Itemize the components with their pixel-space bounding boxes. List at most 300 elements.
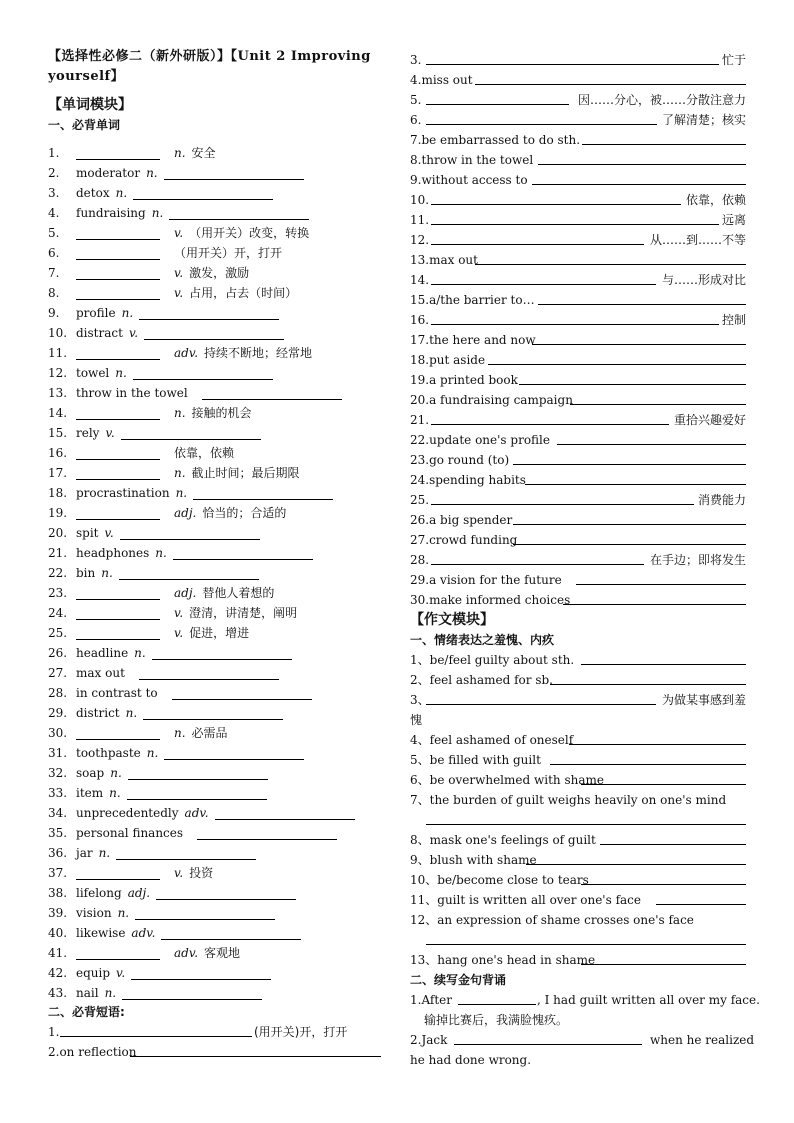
phrase-item: 28. <box>410 553 430 567</box>
answer-blank[interactable] <box>131 965 271 980</box>
phrase-item: 2.on reflection <box>48 1045 137 1059</box>
answer-blank[interactable] <box>431 284 657 285</box>
phrase-item: 19.a printed book <box>410 373 518 387</box>
answer-blank[interactable] <box>569 744 746 745</box>
word-number: 25. <box>48 626 68 640</box>
word-number: 31. <box>48 746 68 760</box>
phrase-meaning: 忙于 <box>721 53 746 67</box>
phrase-meaning: (用开关)开，打开 <box>254 1025 348 1039</box>
part-of-speech: n. <box>175 486 188 500</box>
answer-blank[interactable] <box>570 404 747 405</box>
phrase-meaning: 因……分心，被……分散注意力 <box>577 93 746 107</box>
answer-blank[interactable] <box>426 824 746 825</box>
word-meaning: 投资 <box>189 866 214 880</box>
writing-heading: 【作文模块】 <box>410 612 494 628</box>
word-row <box>48 923 301 943</box>
emotion-item: 9、blush with shame <box>410 853 537 867</box>
part-of-speech: n. <box>174 406 186 420</box>
answer-blank[interactable] <box>169 205 309 220</box>
answer-blank[interactable] <box>581 884 746 885</box>
phrase-meaning: 与……形成对比 <box>661 273 746 287</box>
part-of-speech: v. <box>116 966 126 980</box>
answer-blank[interactable] <box>161 925 301 940</box>
answer-blank[interactable] <box>557 444 746 445</box>
answer-blank[interactable] <box>122 985 262 1000</box>
phrase-item: 17.the here and now <box>410 333 536 347</box>
word-row <box>48 163 304 183</box>
phrase-item: 7.be embarrassed to do sth. <box>410 133 581 147</box>
word-number: 22. <box>48 566 68 580</box>
word-meaning: （用开关）开，打开 <box>174 246 283 260</box>
word-row <box>48 383 342 403</box>
part-of-speech: n. <box>146 746 159 760</box>
word-number: 3. <box>48 186 60 200</box>
answer-blank[interactable] <box>156 885 296 900</box>
word-meaning: 替他人着想的 <box>202 586 275 600</box>
answer-blank[interactable] <box>76 865 160 880</box>
word-meaning: 截止时间；最后期限 <box>191 466 300 480</box>
answer-blank[interactable] <box>538 164 746 165</box>
phrase-item: 3. <box>410 53 422 67</box>
part-of-speech: v. <box>174 226 184 240</box>
phrase-item: 18.put aside <box>410 353 486 367</box>
word-term: nail <box>76 986 99 1000</box>
answer-blank[interactable] <box>152 645 292 660</box>
word-term: jar <box>76 846 93 860</box>
answer-blank[interactable] <box>164 745 304 760</box>
word-row <box>48 323 284 343</box>
word-meaning: 接触的机会 <box>191 406 252 420</box>
emotion-heading: 一、情绪表达之羞愧、内疚 <box>410 633 555 647</box>
answer-blank[interactable] <box>76 445 160 460</box>
word-number: 21. <box>48 546 68 560</box>
word-meaning: 澄清，讲清楚，阐明 <box>189 606 298 620</box>
word-meaning: 客观地 <box>204 946 241 960</box>
word-row <box>48 683 312 703</box>
word-row <box>48 263 249 283</box>
answer-blank[interactable] <box>550 684 746 685</box>
word-number: 7. <box>48 266 60 280</box>
phrase-meaning: 重拾兴趣爱好 <box>673 413 746 427</box>
word-row <box>48 243 282 263</box>
word-term: spit <box>76 526 99 540</box>
answer-blank[interactable] <box>76 465 160 480</box>
answer-blank[interactable] <box>133 365 273 380</box>
answer-blank[interactable] <box>513 544 746 545</box>
phrase-item: 12. <box>410 233 430 247</box>
word-term: district <box>76 706 120 720</box>
answer-blank[interactable] <box>582 144 746 145</box>
answer-blank[interactable] <box>76 605 160 620</box>
part-of-speech: n. <box>117 906 130 920</box>
answer-blank[interactable] <box>76 265 160 280</box>
answer-blank[interactable] <box>119 565 259 580</box>
answer-blank[interactable] <box>120 525 260 540</box>
part-of-speech: v. <box>104 526 114 540</box>
word-term: soap <box>76 766 105 780</box>
word-row <box>48 823 337 843</box>
part-of-speech: n. <box>174 146 186 160</box>
answer-blank[interactable] <box>426 704 656 705</box>
phrase-item: 10. <box>410 193 430 207</box>
emotion-item: 6、be overwhelmed with shame <box>410 773 604 787</box>
phrase-item: 20.a fundraising campaign <box>410 393 573 407</box>
answer-blank[interactable] <box>458 1004 536 1005</box>
golden-sentence-1-end: , I had guilt written all over my face. <box>537 993 760 1007</box>
word-term: unprecedentedly <box>76 806 179 820</box>
word-row <box>48 903 275 923</box>
word-number: 10. <box>48 326 68 340</box>
word-row <box>48 543 313 563</box>
part-of-speech: v. <box>174 626 184 640</box>
answer-blank[interactable] <box>76 505 160 520</box>
phrase-item: 24.spending habits <box>410 473 526 487</box>
must-phrases-heading: 二、必背短语: <box>48 1005 125 1019</box>
word-term: equip <box>76 966 111 980</box>
word-row <box>48 303 279 323</box>
word-term: in contrast to <box>76 686 158 700</box>
golden-sentence-2-end: he had done wrong. <box>410 1053 532 1067</box>
phrase-meaning: 了解清楚；核实 <box>661 113 746 127</box>
answer-blank[interactable] <box>532 184 746 185</box>
word-row <box>48 943 240 963</box>
word-term: throw in the towel <box>76 386 188 400</box>
word-term: vision <box>76 906 112 920</box>
phrase-item: 13.max out <box>410 253 478 267</box>
word-meaning: 恰当的；合适的 <box>202 506 287 520</box>
phrase-item: 6. <box>410 113 422 127</box>
answer-blank[interactable] <box>513 524 746 525</box>
answer-blank[interactable] <box>426 64 719 65</box>
continuation-heading: 二、续写金句背诵 <box>410 973 507 987</box>
word-number: 15. <box>48 426 68 440</box>
word-number: 28. <box>48 686 68 700</box>
answer-blank[interactable] <box>60 1036 252 1037</box>
part-of-speech: n. <box>115 186 128 200</box>
answer-blank[interactable] <box>144 325 284 340</box>
answer-blank[interactable] <box>121 425 261 440</box>
answer-blank[interactable] <box>563 604 746 605</box>
phrase-meaning: 依靠，依赖 <box>685 193 746 207</box>
answer-blank[interactable] <box>431 504 694 505</box>
phrase-meaning: 从……到……不等 <box>649 233 746 247</box>
answer-blank[interactable] <box>76 345 160 360</box>
phrase-item: 4.miss out <box>410 73 473 87</box>
word-row <box>48 203 309 223</box>
word-number: 37. <box>48 866 68 880</box>
word-row <box>48 403 252 423</box>
answer-blank[interactable] <box>139 305 279 320</box>
phrase-item: 27.crowd funding <box>410 533 518 547</box>
answer-blank[interactable] <box>550 764 746 765</box>
word-row <box>48 983 262 1003</box>
answer-blank[interactable] <box>76 245 160 260</box>
word-term: headphones <box>76 546 150 560</box>
word-term: towel <box>76 366 110 380</box>
word-term: profile <box>76 306 116 320</box>
golden-sentence-1: 1.After <box>410 993 453 1007</box>
phrase-item: 22.update one's profile <box>410 433 550 447</box>
word-number: 20. <box>48 526 68 540</box>
part-of-speech: n. <box>110 766 122 780</box>
answer-blank[interactable] <box>133 185 273 200</box>
phrase-item: 16. <box>410 313 430 327</box>
answer-blank[interactable] <box>426 104 569 105</box>
word-row <box>48 343 312 363</box>
word-meaning: 激发，激励 <box>189 266 250 280</box>
part-of-speech: adj. <box>127 886 151 900</box>
part-of-speech: n. <box>146 166 158 180</box>
word-number: 30. <box>48 726 68 740</box>
answer-blank[interactable] <box>431 324 719 325</box>
word-number: 43. <box>48 986 68 1000</box>
word-number: 41. <box>48 946 68 960</box>
phrase-item: 26.a big spender <box>410 513 513 527</box>
golden-sentence-2: 2.Jack <box>410 1033 448 1047</box>
answer-blank[interactable] <box>172 685 312 700</box>
emotion-item: 4、feel ashamed of oneself <box>410 733 574 747</box>
part-of-speech: n. <box>125 706 138 720</box>
emotion-item: 5、be filled with guilt <box>410 753 541 767</box>
answer-blank[interactable] <box>76 625 160 640</box>
part-of-speech: n. <box>101 566 113 580</box>
part-of-speech: adv. <box>174 346 199 360</box>
word-term: max out <box>76 666 125 680</box>
answer-blank[interactable] <box>488 364 746 365</box>
word-number: 34. <box>48 806 68 820</box>
word-number: 27. <box>48 666 68 680</box>
word-row <box>48 603 297 623</box>
word-number: 32. <box>48 766 68 780</box>
phrase-item: 9.without access to <box>410 173 528 187</box>
word-term: detox <box>76 186 110 200</box>
word-term: personal finances <box>76 826 184 840</box>
word-number: 4. <box>48 206 60 220</box>
answer-blank[interactable] <box>76 945 160 960</box>
answer-blank[interactable] <box>532 344 746 345</box>
answer-blank[interactable] <box>581 784 746 785</box>
answer-blank[interactable] <box>519 384 746 385</box>
part-of-speech: n. <box>98 846 111 860</box>
word-number: 23. <box>48 586 68 600</box>
word-meaning: 依靠，依赖 <box>174 446 235 460</box>
answer-blank[interactable] <box>526 864 746 865</box>
answer-blank[interactable] <box>525 484 746 485</box>
answer-blank[interactable] <box>426 124 657 125</box>
part-of-speech: n. <box>155 546 167 560</box>
word-number: 12. <box>48 366 68 380</box>
word-row <box>48 483 333 503</box>
answer-blank[interactable] <box>202 385 342 400</box>
word-number: 38. <box>48 886 68 900</box>
answer-blank[interactable] <box>128 765 268 780</box>
word-row <box>48 703 283 723</box>
answer-blank[interactable] <box>127 785 267 800</box>
answer-blank[interactable] <box>164 165 304 180</box>
emotion-item: 12、an expression of shame crosses one's face <box>410 913 694 927</box>
part-of-speech: n. <box>174 466 186 480</box>
word-meaning: 占用，占去（时间） <box>189 286 298 300</box>
phrase-item: 5. <box>410 93 422 107</box>
word-row <box>48 223 309 243</box>
phrase-item: 25. <box>410 493 430 507</box>
emotion-item: 8、mask one's feelings of guilt <box>410 833 596 847</box>
answer-blank[interactable] <box>76 145 160 160</box>
part-of-speech: adj. <box>174 506 197 520</box>
part-of-speech: n. <box>109 786 121 800</box>
answer-blank[interactable] <box>76 225 160 240</box>
part-of-speech: n. <box>121 306 134 320</box>
phrase-item: 23.go round (to) <box>410 453 510 467</box>
word-meaning: 促进，增进 <box>189 626 250 640</box>
word-row <box>48 583 274 603</box>
answer-blank[interactable] <box>600 844 746 845</box>
word-number: 8. <box>48 286 60 300</box>
word-term: fundraising <box>76 206 146 220</box>
answer-blank[interactable] <box>475 84 746 85</box>
word-row <box>48 863 213 883</box>
answer-blank[interactable] <box>139 665 279 680</box>
phrase-item: 30.make informed choices <box>410 593 571 607</box>
word-term: item <box>76 786 104 800</box>
phrase-meaning: 控制 <box>721 313 746 327</box>
answer-blank[interactable] <box>431 244 644 245</box>
word-row <box>48 143 216 163</box>
word-number: 26. <box>48 646 68 660</box>
answer-blank[interactable] <box>475 264 746 265</box>
answer-blank[interactable] <box>576 584 746 585</box>
page-title: 【选择性必修二（新外研版）】【Unit 2 Improving yourself】 <box>48 49 371 84</box>
word-row <box>48 443 234 463</box>
part-of-speech: n. <box>134 646 146 660</box>
answer-blank[interactable] <box>538 304 746 305</box>
answer-blank[interactable] <box>513 464 746 465</box>
emotion-item: 7、the burden of guilt weighs heavily on one's mind <box>410 793 727 807</box>
word-meaning: （用开关）改变，转换 <box>189 226 310 240</box>
emotion-item: 1、be/feel guilty about sth. <box>410 653 575 667</box>
answer-blank[interactable] <box>197 825 337 840</box>
word-row <box>48 423 261 443</box>
phrase-meaning: 消费能力 <box>697 493 746 507</box>
answer-blank[interactable] <box>193 485 333 500</box>
word-row <box>48 763 268 783</box>
part-of-speech: v. <box>174 606 184 620</box>
answer-blank[interactable] <box>431 564 644 565</box>
word-row <box>48 883 296 903</box>
word-number: 6. <box>48 246 60 260</box>
phrase-item: 11. <box>410 213 430 227</box>
answer-blank[interactable] <box>76 405 160 420</box>
answer-blank[interactable] <box>581 964 746 965</box>
must-words-heading: 一、必背单词 <box>48 118 121 132</box>
word-number: 42. <box>48 966 68 980</box>
part-of-speech: n. <box>151 206 164 220</box>
part-of-speech: v. <box>128 326 139 340</box>
word-number: 9. <box>48 306 60 320</box>
answer-blank[interactable] <box>135 905 275 920</box>
word-number: 36. <box>48 846 68 860</box>
vocab-heading: 【单词模块】 <box>48 97 132 113</box>
answer-blank[interactable] <box>76 285 160 300</box>
answer-blank[interactable] <box>130 1056 381 1057</box>
word-number: 11. <box>48 346 68 360</box>
phrase-item: 15.a/the barrier to… <box>410 293 535 307</box>
word-row <box>48 623 249 643</box>
answer-blank[interactable] <box>76 725 160 740</box>
word-row <box>48 503 286 523</box>
answer-blank[interactable] <box>143 705 283 720</box>
answer-blank[interactable] <box>581 664 746 665</box>
word-number: 2. <box>48 166 60 180</box>
golden-sentence-1-translation: 输掉比赛后，我满脸愧疚。 <box>424 1013 569 1027</box>
phrase-item: 21. <box>410 413 430 427</box>
word-row <box>48 643 292 663</box>
part-of-speech: v. <box>105 426 115 440</box>
word-term: bin <box>76 566 96 580</box>
word-number: 39. <box>48 906 68 920</box>
part-of-speech: adv. <box>174 946 199 960</box>
emotion-item: 3、 <box>410 693 430 707</box>
word-number: 24. <box>48 606 68 620</box>
word-number: 40. <box>48 926 68 940</box>
word-term: headline <box>76 646 129 660</box>
word-term: procrastination <box>76 486 170 500</box>
word-number: 14. <box>48 406 68 420</box>
word-row <box>48 843 256 863</box>
word-number: 35. <box>48 826 68 840</box>
word-meaning: 持续不断地；经常地 <box>204 346 313 360</box>
phrase-item: 8.throw in the towel <box>410 153 534 167</box>
part-of-speech: n. <box>104 986 117 1000</box>
word-number: 1. <box>48 146 60 160</box>
phrase-item: 14. <box>410 273 430 287</box>
word-row <box>48 283 297 303</box>
word-number: 16. <box>48 446 68 460</box>
answer-blank[interactable] <box>426 944 746 945</box>
word-number: 19. <box>48 506 68 520</box>
word-row <box>48 523 260 543</box>
word-row <box>48 783 267 803</box>
word-number: 17. <box>48 466 68 480</box>
phrase-meaning: 在手边；即将发生 <box>649 553 746 567</box>
word-term: likewise <box>76 926 126 940</box>
answer-blank[interactable] <box>431 424 669 425</box>
emotion-item: 愧 <box>410 713 423 727</box>
part-of-speech: v. <box>174 266 184 280</box>
word-row <box>48 663 279 683</box>
word-row <box>48 723 228 743</box>
part-of-speech: v. <box>174 866 184 880</box>
part-of-speech: adj. <box>174 586 197 600</box>
answer-blank[interactable] <box>656 904 746 905</box>
word-meaning: 安全 <box>191 146 216 160</box>
phrase-item: 1. <box>48 1025 60 1039</box>
emotion-item: 11、guilt is written all over one's face <box>410 893 641 907</box>
word-term: distract <box>76 326 123 340</box>
answer-blank[interactable] <box>116 845 256 860</box>
emotion-item: 10、be/become close to tears <box>410 873 589 887</box>
answer-blank[interactable] <box>454 1044 642 1045</box>
answer-blank[interactable] <box>173 545 313 560</box>
answer-blank[interactable] <box>431 204 682 205</box>
answer-blank[interactable] <box>76 585 160 600</box>
answer-blank[interactable] <box>431 224 719 225</box>
phrase-meaning: 远离 <box>721 213 746 227</box>
part-of-speech: v. <box>174 286 184 300</box>
word-number: 33. <box>48 786 68 800</box>
word-number: 5. <box>48 226 60 240</box>
answer-blank[interactable] <box>215 805 355 820</box>
